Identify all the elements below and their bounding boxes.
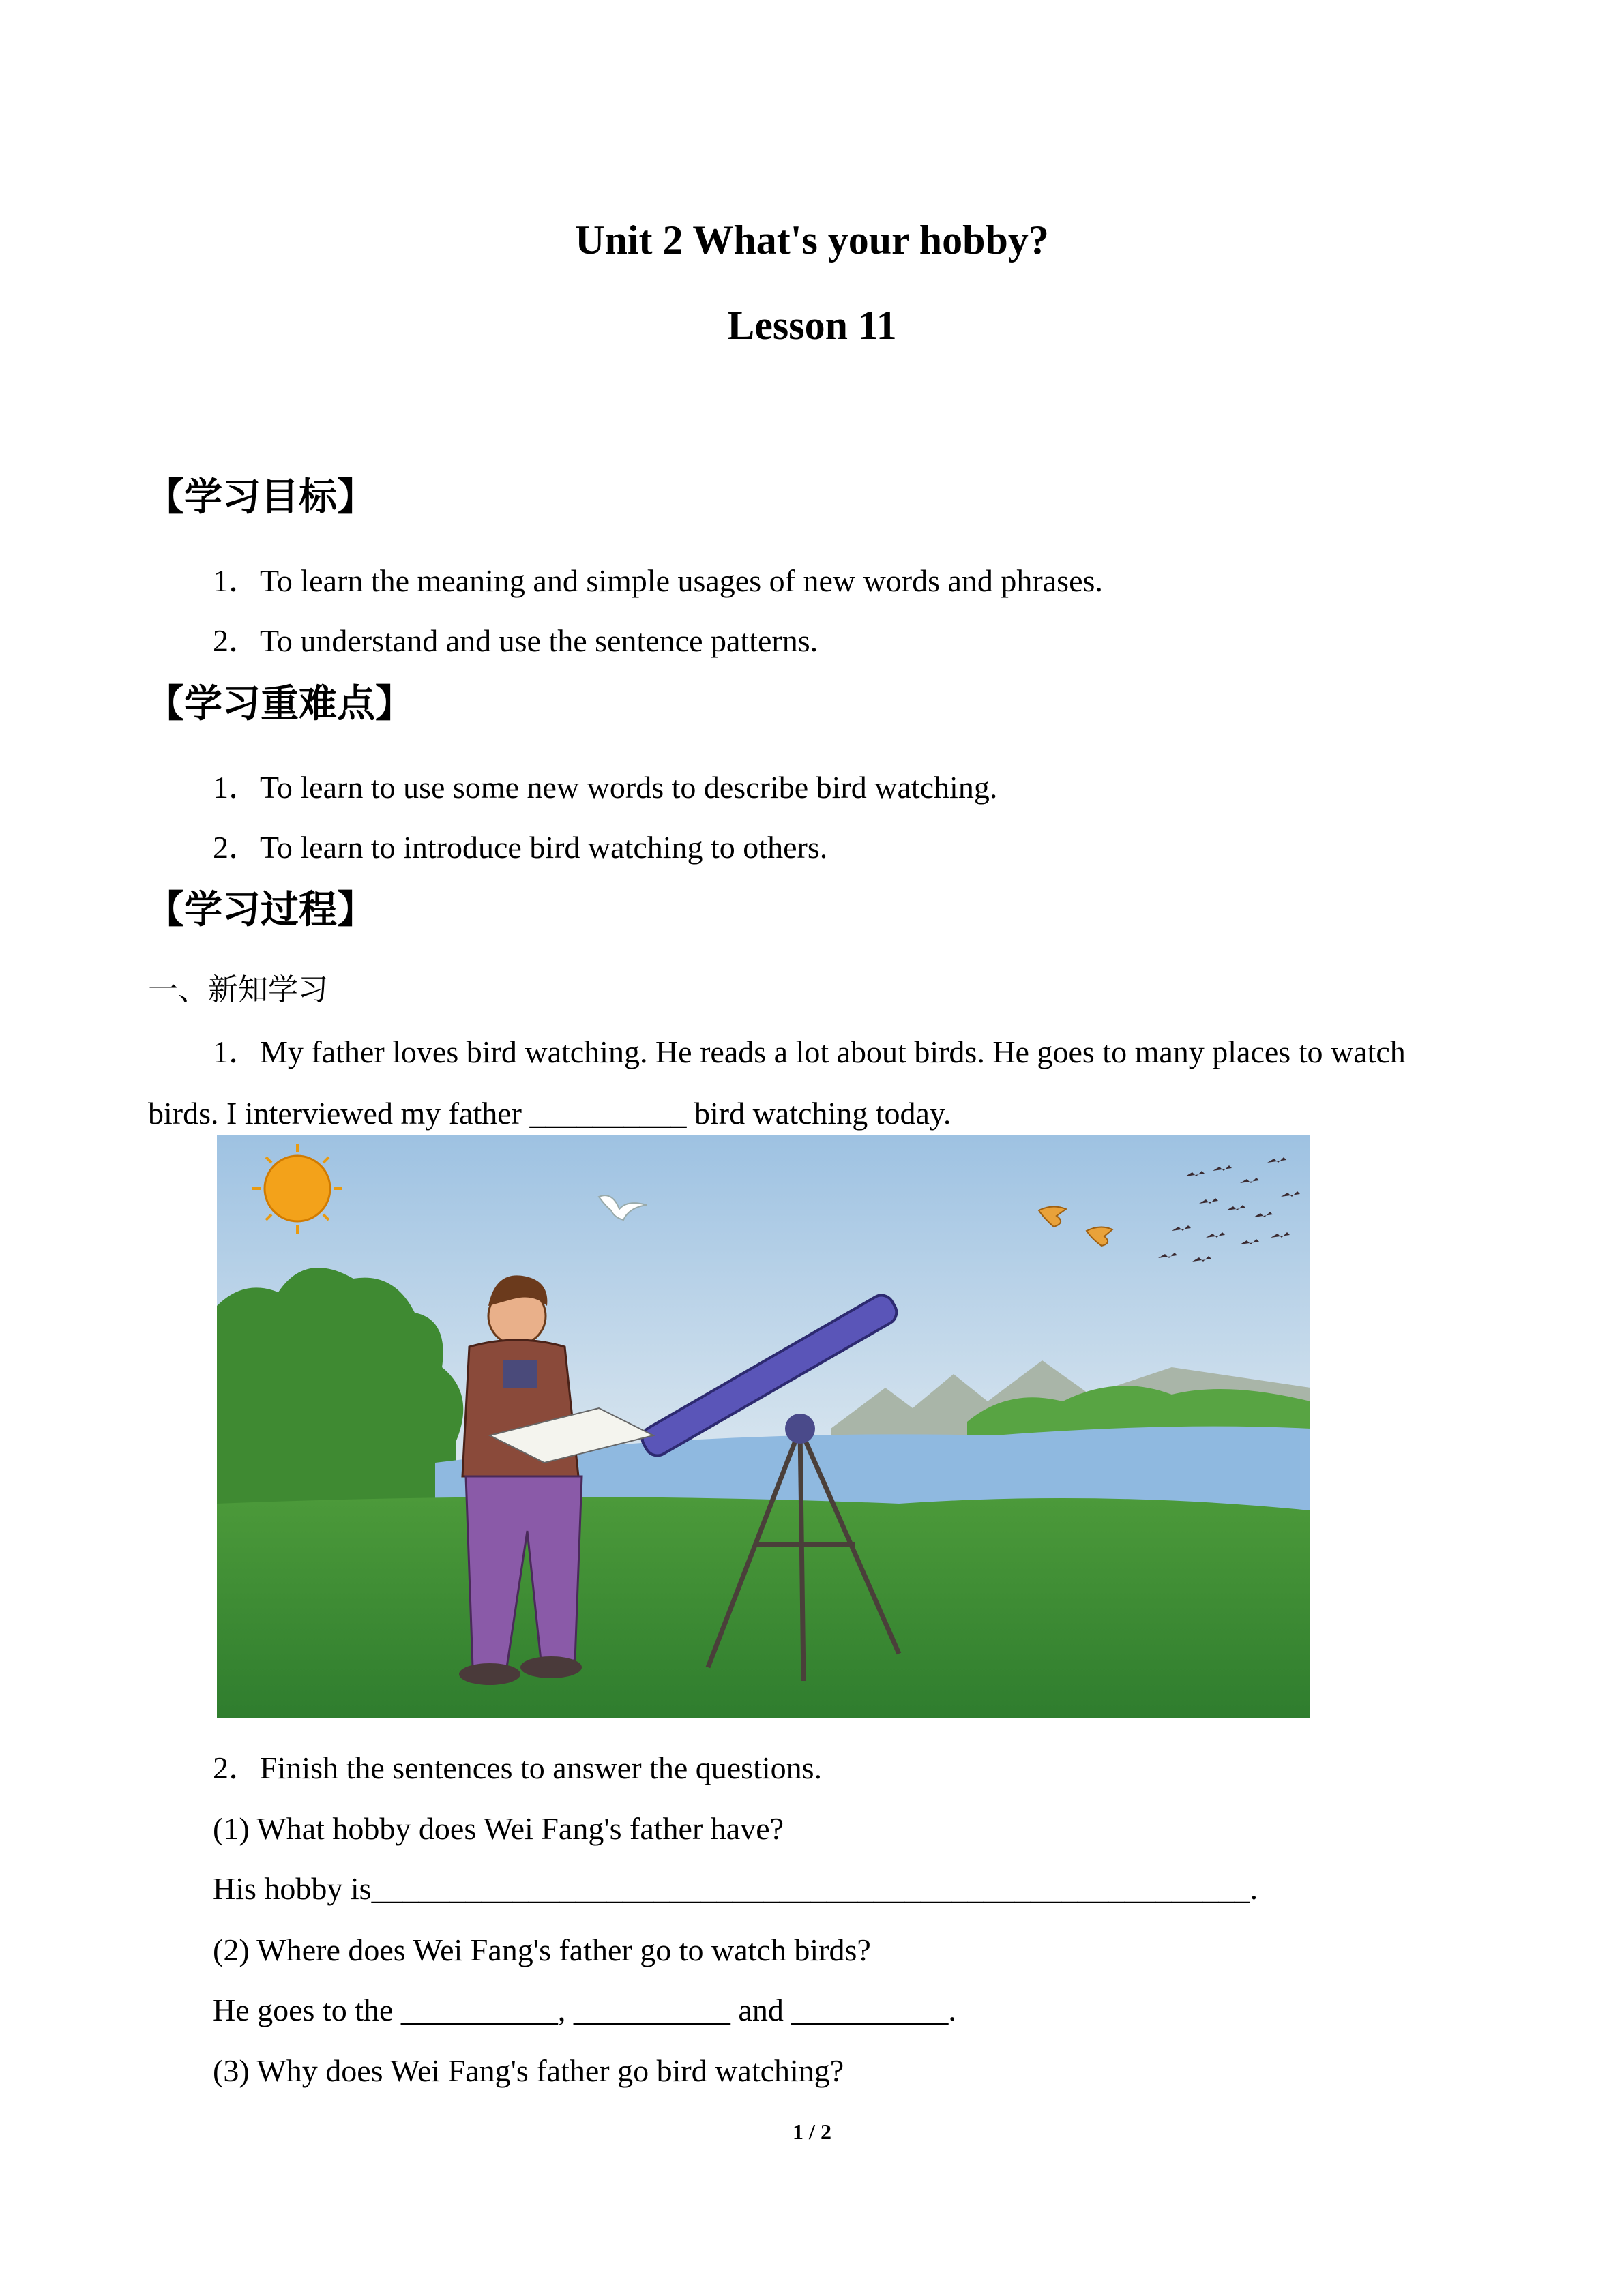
question-3: (3) Why does Wei Fang's father go bird watching? bbox=[213, 2053, 844, 2088]
answer-1-blank: His hobby is________________________________________________________. bbox=[213, 1871, 1258, 1906]
lesson-title: Lesson 11 bbox=[727, 303, 897, 348]
section-heading-goals: 【学习目标】 bbox=[146, 475, 375, 520]
key-point-item-2: 2．To learn to introduce bird watching to others. bbox=[213, 830, 828, 865]
page-number: 1 / 2 bbox=[793, 2119, 831, 2144]
part-label: 一、新知学习 bbox=[148, 972, 328, 1007]
goal-item-1: 1．To learn the meaning and simple usages of new words and phrases. bbox=[213, 563, 1103, 598]
question-2: (2) Where does Wei Fang's father go to watch birds? bbox=[213, 1933, 871, 1967]
item2-instruction: 2．Finish the sentences to answer the questions. bbox=[213, 1750, 823, 1785]
item1-line2: birds. I interviewed my father __________ bird watching today. bbox=[148, 1096, 951, 1131]
goal-item-2: 2．To understand and use the sentence patterns. bbox=[213, 623, 818, 658]
bird-watching-illustration bbox=[217, 1135, 1310, 1718]
question-1: (1) What hobby does Wei Fang's father have? bbox=[213, 1811, 784, 1846]
section-heading-key-points: 【学习重难点】 bbox=[146, 682, 413, 726]
page-title: Unit 2 What's your hobby? bbox=[575, 218, 1049, 263]
section-heading-process: 【学习过程】 bbox=[146, 888, 375, 932]
answer-2-blank: He goes to the __________, __________ and __________. bbox=[213, 1993, 956, 2027]
item1-line1: 1．My father loves bird watching. He reads a lot about birds. He goes to many places to watch bbox=[213, 1034, 1406, 1069]
key-point-item-1: 1．To learn to use some new words to describe bird watching. bbox=[213, 770, 998, 805]
meadow bbox=[217, 1497, 1310, 1718]
